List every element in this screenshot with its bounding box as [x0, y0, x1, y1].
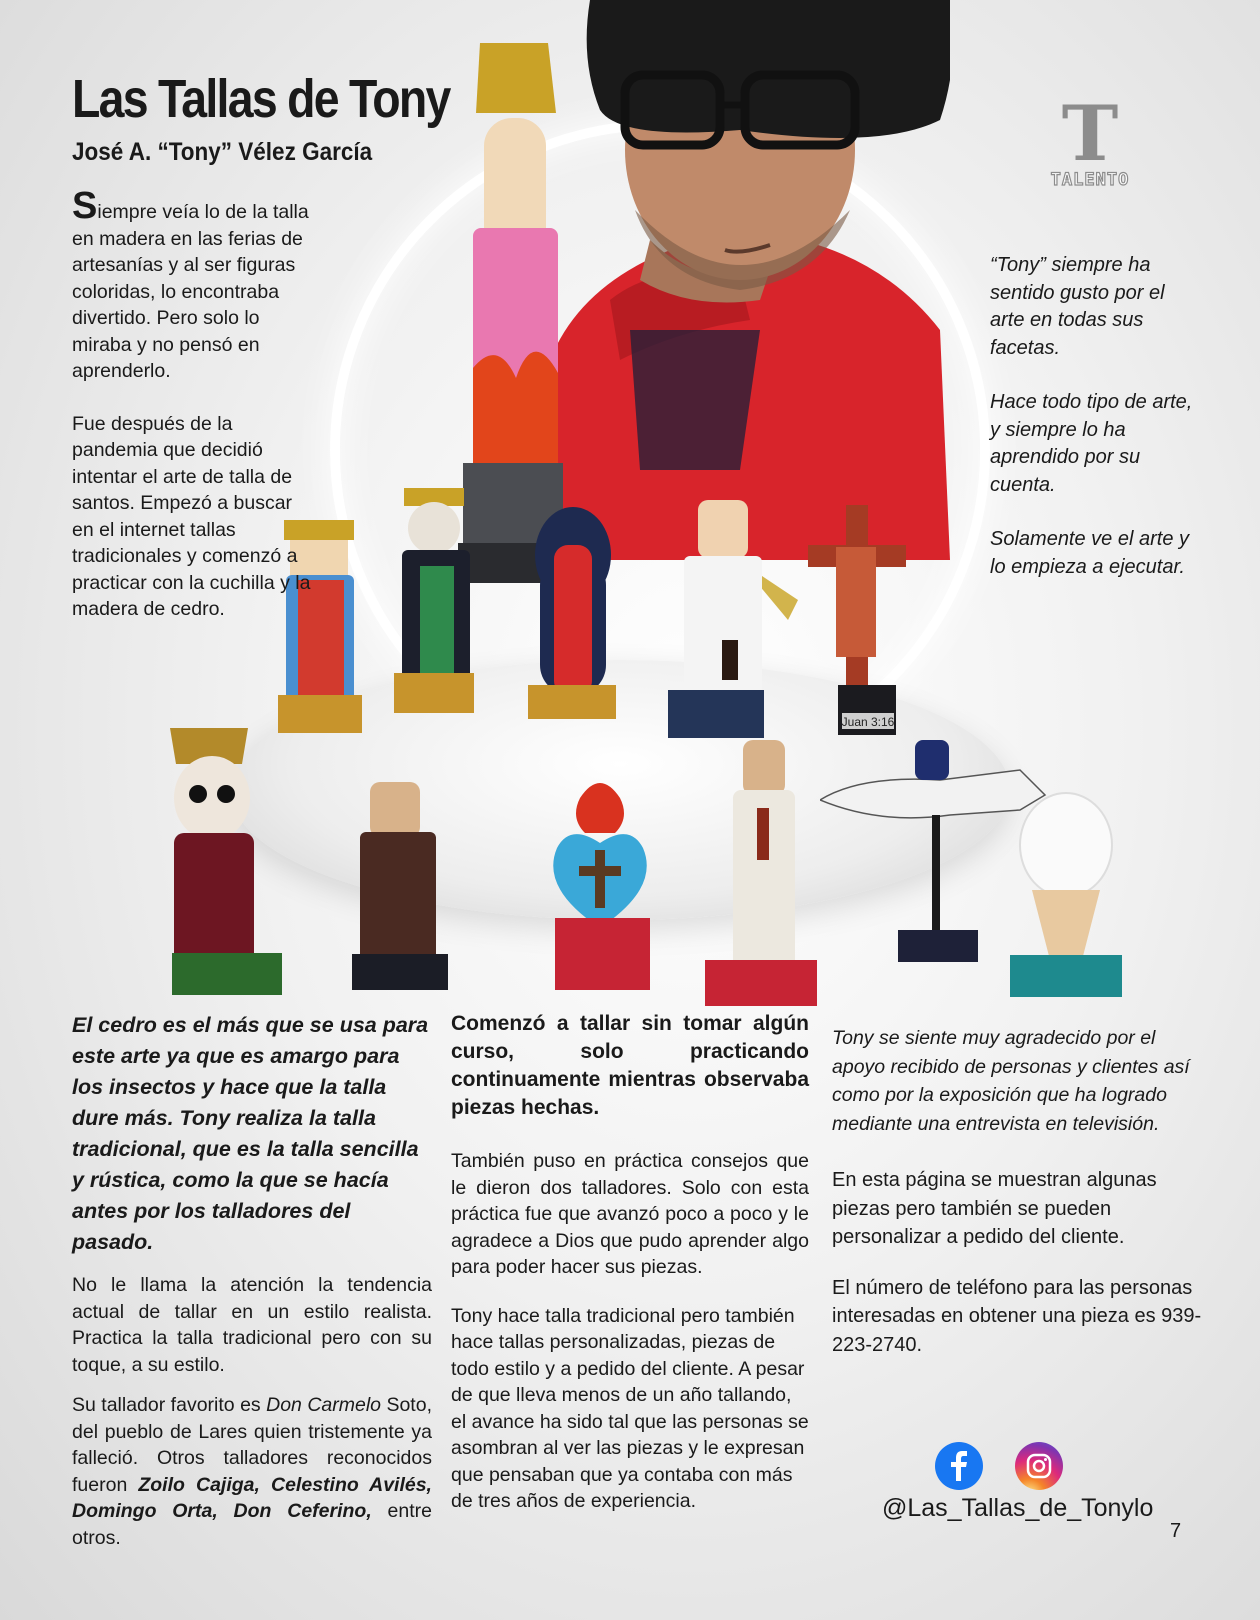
talento-logo — [1030, 89, 1150, 190]
side-quote — [990, 252, 1200, 608]
p2-part-c: Soto, del pueblo de Lares quien tristemente ya falleció. Otros talladores reconocidos fueron — [72, 1394, 432, 1496]
column-2-paragraph-1: También puso en práctica consejos que le dieron dos talladores. Solo con esta práctica fue que avanzó poco a poco y le agradece a Dios que pudo aprender algo para poder hacer sus piezas. — [451, 1150, 809, 1278]
page-number: 7 — [1170, 1520, 1182, 1542]
instagram-icon[interactable] — [1015, 1442, 1063, 1490]
carving-ice-cream — [1010, 790, 1125, 1000]
intro-text — [72, 185, 312, 649]
side-quote-p2: Hace todo tipo de arte, y siempre lo ha aprendido por su cuenta. — [990, 391, 1193, 496]
juan-3-16-label: Juan 3:16 — [841, 715, 895, 729]
page-subtitle: José A. “Tony” Vélez García — [72, 138, 373, 166]
column-2-lead: Comenzó a tallar sin tomar algún curso, solo practicando continuamente mientras observaba piezas hechas. — [451, 1012, 809, 1119]
carving-catrina — [162, 728, 287, 998]
p2-favorite-carver: Don Carmelo — [266, 1394, 382, 1416]
drop-cap: S — [72, 185, 98, 227]
carving-crucifix — [808, 505, 908, 735]
logo-letter: T — [1061, 89, 1119, 178]
carving-saint-white-robe — [705, 740, 820, 1010]
page-title: Las Tallas de Tony — [72, 69, 450, 129]
column-1-paragraph-2 — [72, 1392, 432, 1551]
p2-part-a: Su tallador favorito es — [72, 1394, 267, 1416]
column-1-lead: El cedro es el más que se usa para este arte ya que es amargo para los insectos y hace que la talla dure más. Tony realiza la talla tradicional, que es la talla sencilla y rústica, como la que se hacía antes por los talladores del pasado. — [72, 1013, 429, 1254]
column-1-paragraph-1: No le llama la atención la tendencia actual de tallar en un estilo realista. Practica la talla tradicional pero con su toque, a su estilo. — [72, 1274, 432, 1376]
column-3-lead: Tony se siente muy agradecido por el apoyo recibido de personas y clientes así como por la exposición que ha logrado mediante una entrevista en televisión. — [832, 1027, 1190, 1135]
side-quote-p1: “Tony” siempre ha sentido gusto por el arte en todas sus facetas. — [990, 254, 1165, 359]
column-2-paragraph-2: Tony hace talla tradicional pero también hace tallas personalizadas, piezas de todo estilo y a pedido del cliente. A pesar de que lleva menos de un año tallando, el avance ha sido tal que las personas se asombran al ver las piezas y le expresan que pensaban que ya contaba con más de tres años de experiencia. — [451, 1304, 809, 1512]
intro-paragraph-1: iempre veía lo de la talla en madera en las ferias de artesanías y al ser figuras coloridas, lo encontraba divertido. Pero solo lo miraba y no pensó en aprenderlo. — [72, 201, 309, 382]
logo-label: TALENTO — [1050, 170, 1130, 190]
side-quote-p3: Solamente ve el arte y lo empieza a ejecutar. — [990, 528, 1189, 578]
column-3-paragraph-2: El número de teléfono para las personas interesadas en obtener una pieza es 939-223-2740. — [832, 1276, 1202, 1356]
social-icons — [935, 1442, 1063, 1490]
facebook-icon[interactable] — [935, 1442, 983, 1490]
p2-carvers-list: Zoilo Cajiga, Celestino Avilés, Domingo Orta, Don Ceferino, — [72, 1473, 432, 1522]
social-handle[interactable]: @Las_Tallas_de_Tonylo — [882, 1494, 1154, 1522]
carving-guadalupe — [528, 505, 618, 720]
carving-sacred-heart — [545, 778, 655, 993]
carving-skeleton-saint — [394, 488, 478, 718]
column-3-paragraph-1: En esta página se muestran algunas piezas pero también se pueden personalizar a pedido del cliente. — [832, 1169, 1157, 1248]
column-3 — [832, 1024, 1202, 1359]
column-1 — [72, 1010, 432, 1551]
column-2 — [451, 1010, 809, 1515]
carving-saint-brown — [352, 782, 452, 992]
intro-paragraph-2: Fue después de la pandemia que decidió intentar el arte de talla de santos. Empezó a buscar en el internet tallas tradicionales y comenzó a practicar con la cuchilla y la madera de cedro. — [72, 412, 311, 620]
p2-part-e: entre otros. — [72, 1500, 432, 1549]
carving-angel-white — [668, 500, 798, 740]
